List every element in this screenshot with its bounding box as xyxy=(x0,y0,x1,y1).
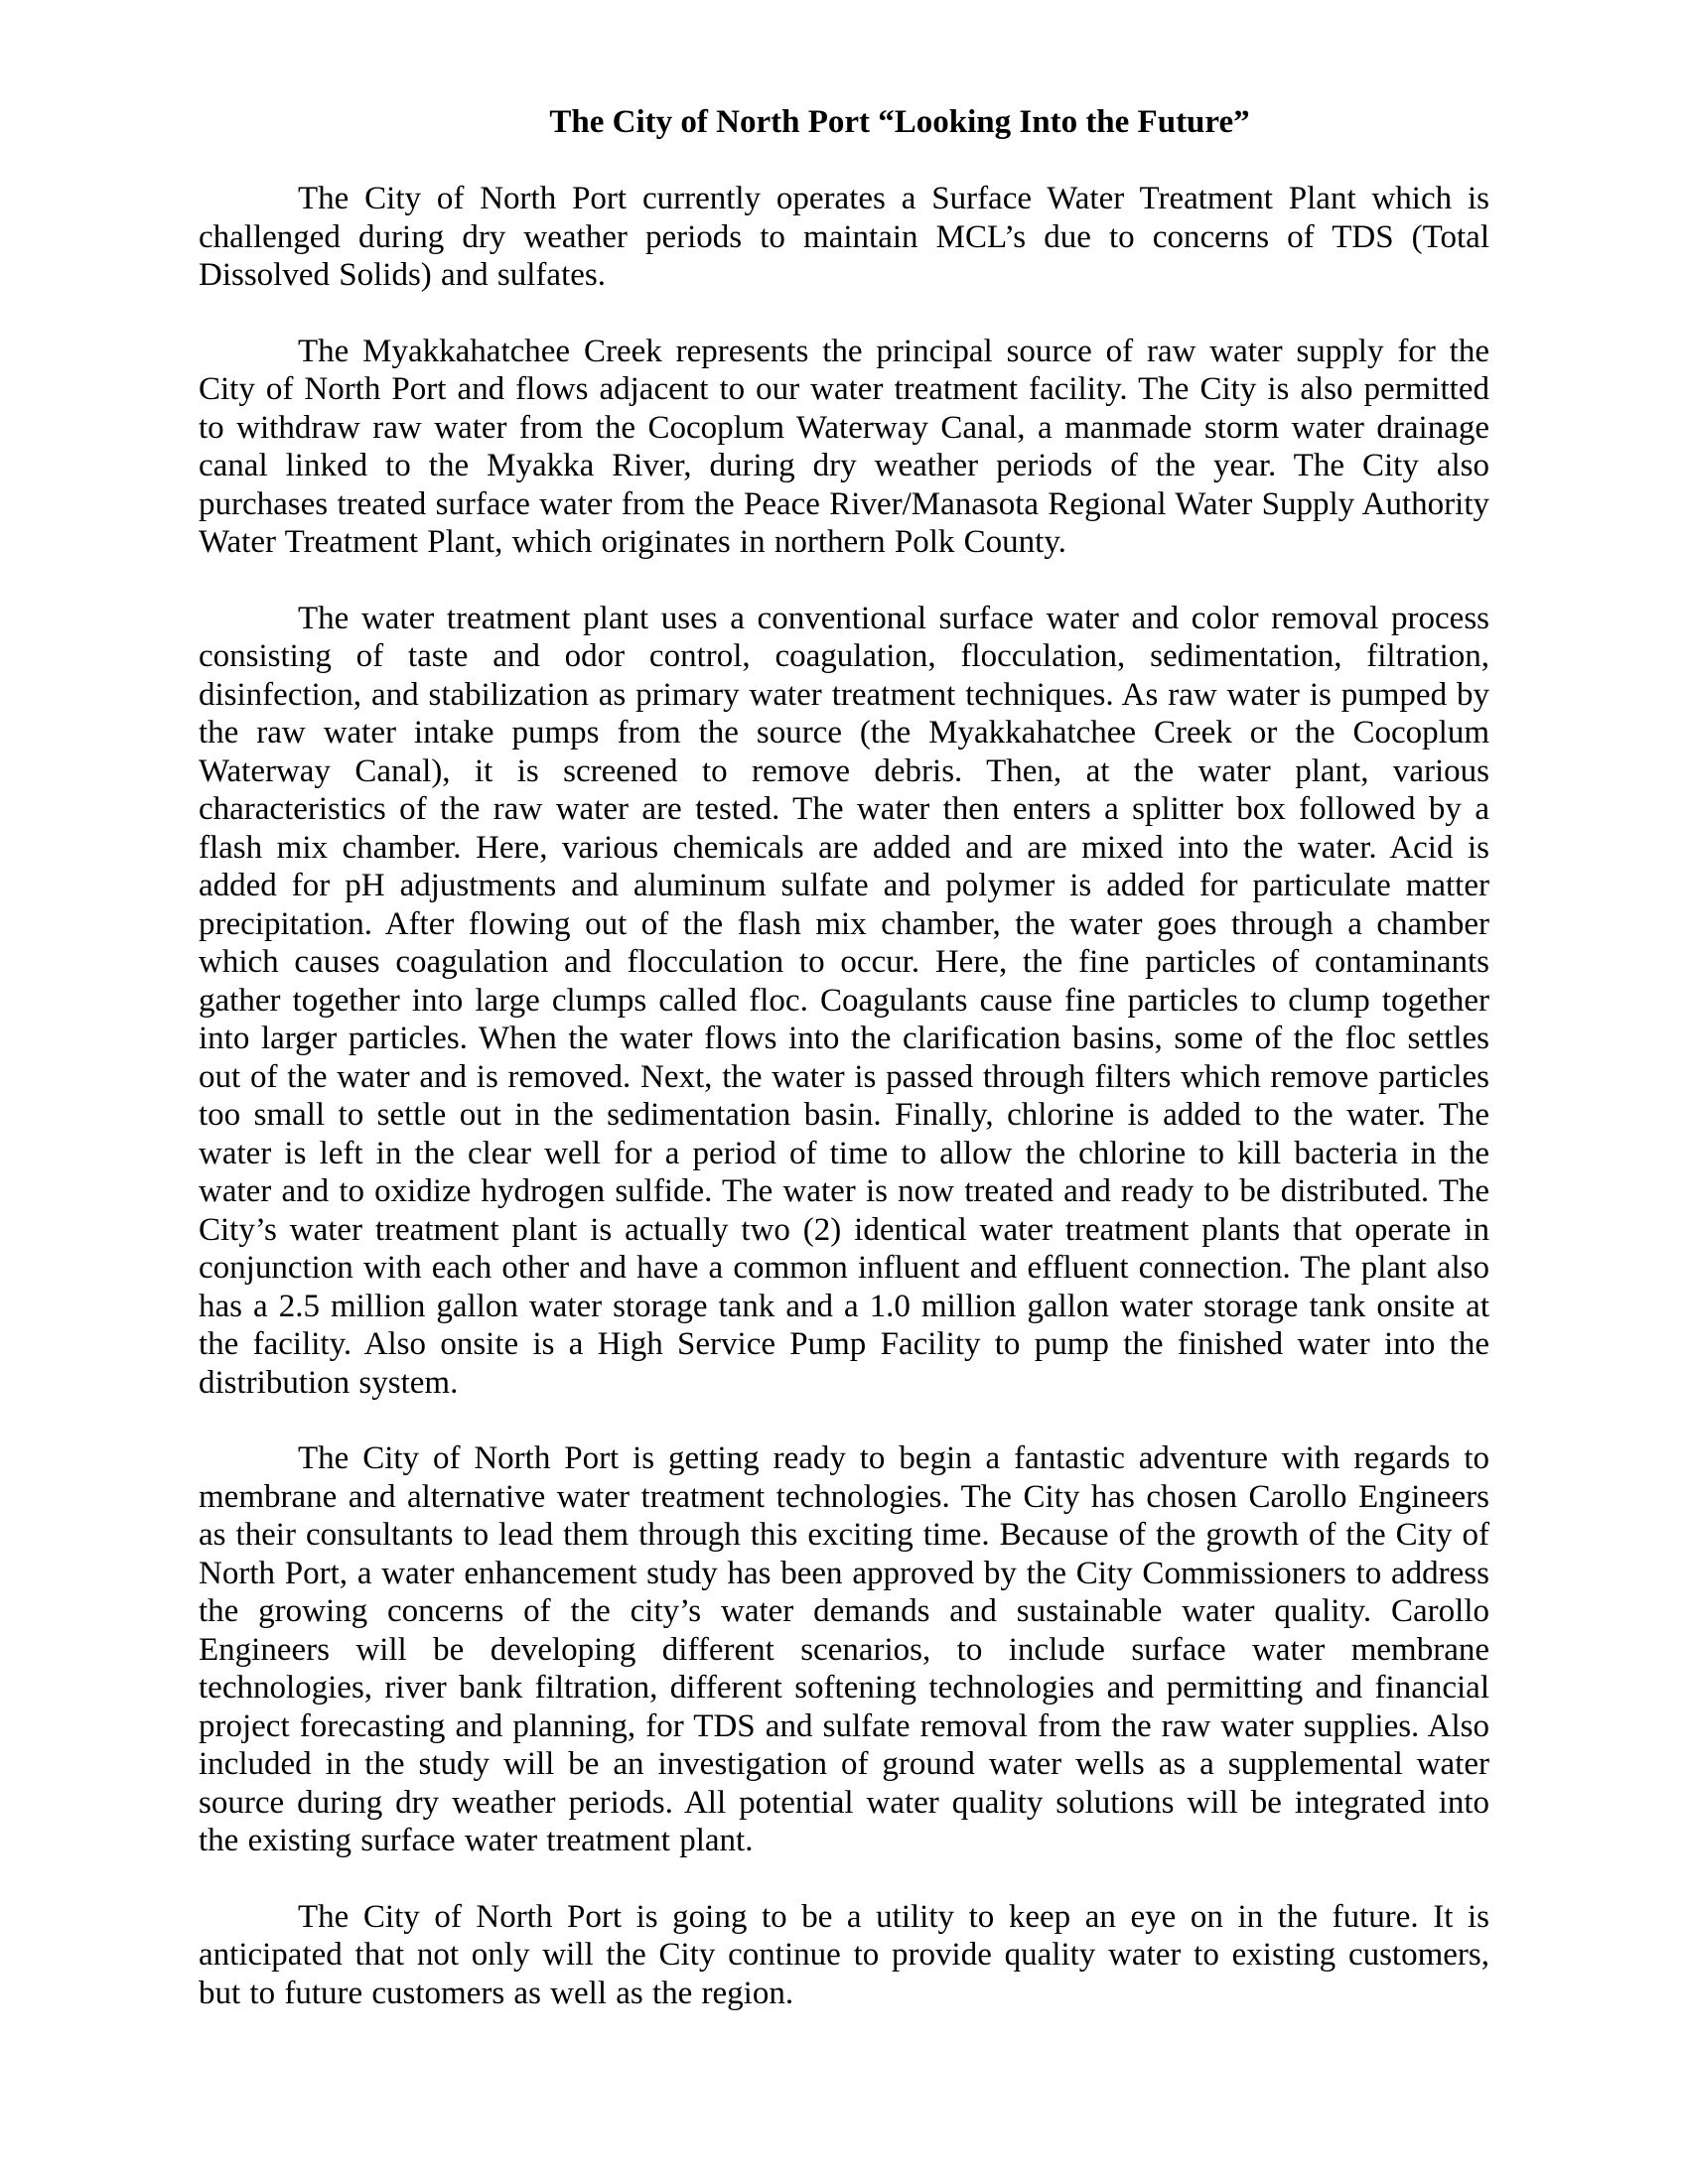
paragraph-closing: The City of North Port is going to be a utility to keep an eye on in the future. It is anticipated that not only will the City continue to provide quality water to existing customers, but to future customers as well as the region. xyxy=(199,1898,1489,2011)
paragraph-future-study: The City of North Port is getting ready to begin a fantastic adventure with regards to membrane and alternative water treatment technologies. The City has chosen Carollo Engineers as their consultants to lead them through this exciting time. Because of the growth of the City of North Port, a water enhancement study has been approved by the City Commissioners to address the growing concerns of the city’s water demands and sustainable water quality. Carollo Engineers will be developing different scenarios, to include surface water membrane technologies, river bank filtration, different softening technologies and permitting and financial project forecasting and planning, for TDS and sulfate removal from the raw water supplies. Also included in the study will be an investigation of ground water wells as a supplemental water source during dry weather periods. All potential water quality solutions will be integrated into the existing surface water treatment plant. xyxy=(199,1440,1489,1858)
paragraph-intro: The City of North Port currently operates a Surface Water Treatment Plant which is challenged during dry weather periods to maintain MCL’s due to concerns of TDS (Total Dissolved Solids) and sulfates. xyxy=(199,181,1489,293)
document-title: The City of North Port “Looking Into the Future” xyxy=(549,104,1250,140)
paragraph-treatment-process: The water treatment plant uses a conventional surface water and color removal process consisting of taste and odor control, coagulation, flocculation, sedimentation, filtration, disinfection, and stabilization as primary water treatment techniques. As raw water is pumped by the raw water intake pumps from the source (the Myakkahatchee Creek or the Cocoplum Waterway Canal), it is screened to remove debris. Then, at the water plant, various characteristics of the raw water are tested. The water then enters a splitter box followed by a flash mix chamber. Here, various chemicals are added and are mixed into the water. Acid is added for pH adjustments and aluminum sulfate and polymer is added for particulate matter precipitation. After flowing out of the flash mix chamber, the water goes through a chamber which causes coagulation and flocculation to occur. Here, the fine particles of contaminants gather together into large clumps called floc. Coagulants cause fine particles to clump together into larger particles. When the water flows into the clarification basins, some of the floc settles out of the water and is removed. Next, the water is passed through filters which remove particles too small to settle out in the sedimentation basin. Finally, chlorine is added to the water. The water is left in the clear well for a period of time to allow the chlorine to kill bacteria in the water and to oxidize hydrogen sulfide. The water is now treated and ready to be distributed. The City’s water treatment plant is actually two (2) identical water treatment plants that operate in conjunction with each other and have a common influent and effluent connection. The plant also has a 2.5 million gallon water storage tank and a 1.0 million gallon water storage tank onsite at the facility. Also onsite is a High Service Pump Facility to pump the finished water into the distribution system. xyxy=(199,600,1489,1401)
paragraph-water-sources: The Myakkahatchee Creek represents the principal source of raw water supply for the City of North Port and flows adjacent to our water treatment facility. The City is also permitted to withdraw raw water from the Cocoplum Waterway Canal, a manmade storm water drainage canal linked to the Myakka River, during dry weather periods of the year. The City also purchases treated surface water from the Peace River/Manasota Regional Water Supply Authority Water Treatment Plant, which originates in northern Polk County. xyxy=(199,333,1489,560)
